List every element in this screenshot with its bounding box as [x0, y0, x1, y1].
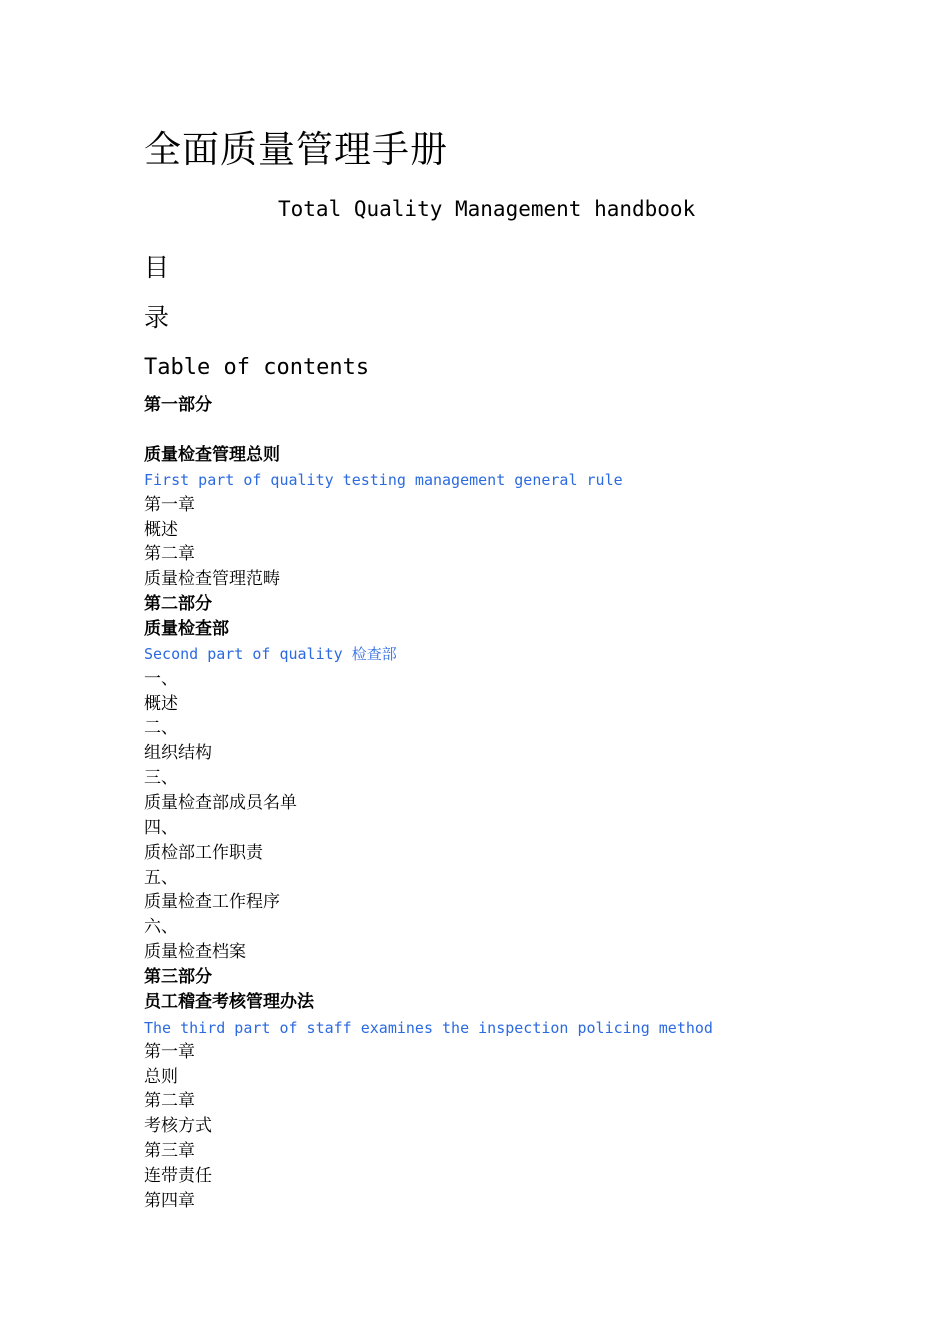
toc-item: 质量检查档案 [144, 942, 246, 962]
toc-item: 四、 [144, 818, 178, 838]
toc-item: 六、 [144, 917, 178, 937]
toc-item: 质量检查部成员名单 [144, 793, 297, 813]
toc-item: 概述 [144, 520, 178, 540]
part3-label: 第三部分 [144, 967, 212, 987]
part1-label: 第一部分 [144, 395, 212, 415]
toc-item: 连带责任 [144, 1166, 212, 1186]
toc-item: 质检部工作职责 [144, 843, 263, 863]
toc-item: 第四章 [144, 1191, 195, 1211]
part2-label: 第二部分 [144, 594, 212, 614]
part2-name: 质量检查部 [144, 619, 229, 639]
document-subtitle: Total Quality Management handbook [278, 197, 696, 221]
part3-en: The third part of staff examines the inspection policing method [144, 1019, 713, 1037]
part2-en: Second part of quality 检查部 [144, 645, 397, 663]
toc-heading-char-2: 录 [144, 303, 170, 332]
toc-item: 一、 [144, 669, 178, 689]
toc-item: 第一章 [144, 495, 195, 515]
document-title: 全面质量管理手册 [144, 128, 448, 171]
toc-item: 概述 [144, 694, 178, 714]
toc-heading-char-1: 目 [144, 253, 170, 282]
part1-en: First part of quality testing management general rule [144, 471, 623, 489]
toc-item: 第三章 [144, 1141, 195, 1161]
part1-name: 质量检查管理总则 [144, 445, 280, 465]
toc-item: 总则 [144, 1067, 178, 1087]
toc-item: 质量检查工作程序 [144, 892, 280, 912]
toc-item: 三、 [144, 768, 178, 788]
toc-item: 质量检查管理范畴 [144, 569, 280, 589]
toc-item: 第一章 [144, 1042, 195, 1062]
toc-item: 第二章 [144, 544, 195, 564]
toc-item: 五、 [144, 868, 178, 888]
toc-item: 第二章 [144, 1091, 195, 1111]
toc-item: 组织结构 [144, 743, 212, 763]
toc-heading-en: Table of contents [144, 355, 370, 380]
toc-item: 考核方式 [144, 1116, 212, 1136]
toc-item: 二、 [144, 718, 178, 738]
part3-name: 员工稽查考核管理办法 [144, 992, 314, 1012]
